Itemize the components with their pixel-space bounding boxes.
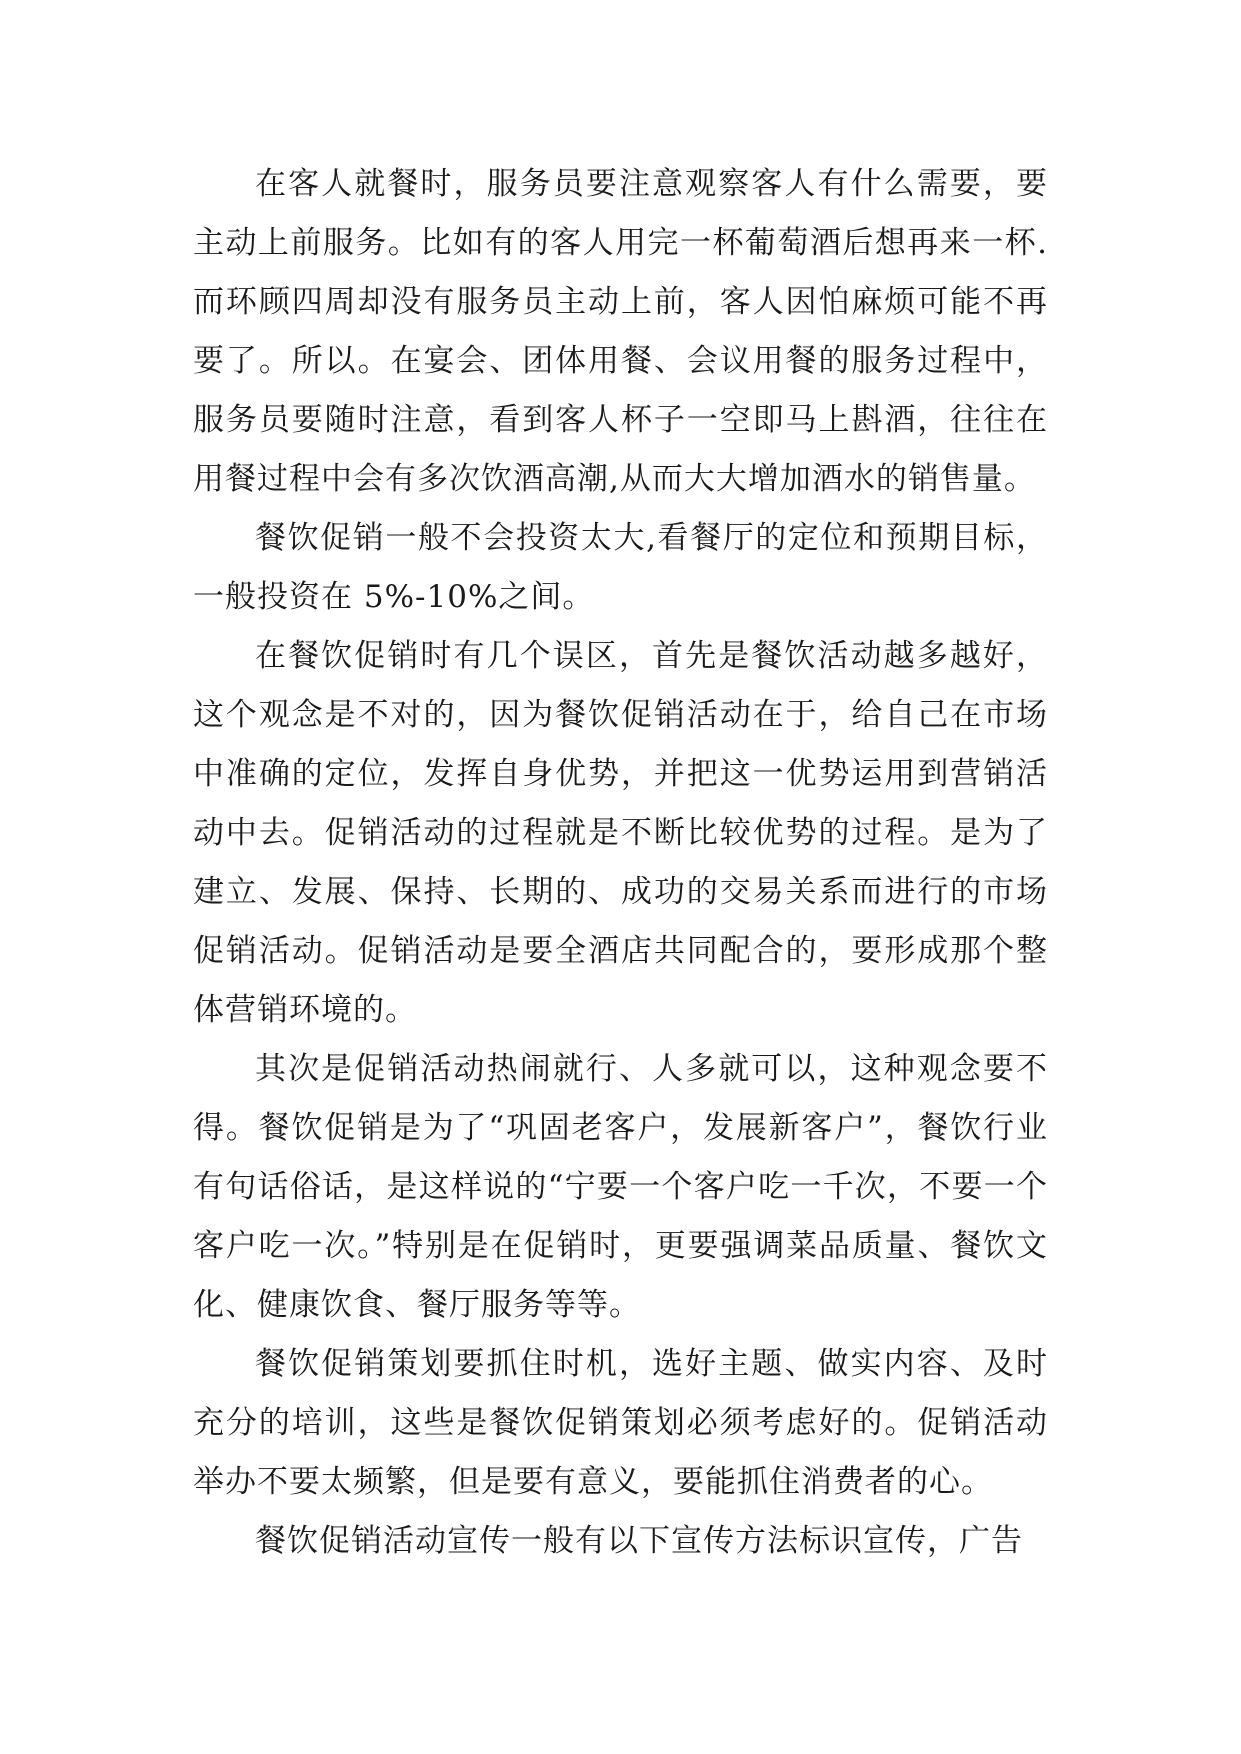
paragraph-promotion-publicity: 餐饮促销活动宣传一般有以下宣传方法标识宣传，广告	[255, 1523, 1023, 1559]
document-body	[193, 155, 1048, 1571]
paragraph-misconception-second: 其次是促销活动热闹就行、人多就可以，这种观念要不得。餐饮促销是为了“巩固老客户，发展新客户”，餐饮行业有句话俗话，是这样说的“宁要一个客户吃一千次，不要一个客户吃一次。”特别是在促销时，更要强调菜品质量、餐饮文化、健康饮食、餐厅服务等等。	[193, 1051, 1048, 1323]
paragraph-service-attention: 在客人就餐时，服务员要注意观察客人有什么需要，要主动上前服务。比如有的客人用完一杯葡萄酒后想再来一杯.而环顾四周却没有服务员主动上前，客人因怕麻烦可能不再要了。所以。在宴会、团体用餐、会议用餐的服务过程中，服务员要随时注意，看到客人杯子一空即马上斟酒，往往在用餐过程中会有多次饮酒高潮,从而大大增加酒水的销售量。	[193, 166, 1048, 497]
paragraph-promotion-planning: 餐饮促销策划要抓住时机，选好主题、做实内容、及时充分的培训，这些是餐饮促销策划必须考虑好的。促销活动举办不要太频繁，但是要有意义，要能抓住消费者的心。	[193, 1346, 1048, 1500]
paragraph-promotion-investment: 餐饮促销一般不会投资太大,看餐厅的定位和预期目标，一般投资在 5%-10%之间。	[193, 520, 1048, 615]
paragraph-misconception-first: 在餐饮促销时有几个误区，首先是餐饮活动越多越好，这个观念是不对的，因为餐饮促销活动在于，给自己在市场中准确的定位，发挥自身优势，并把这一优势运用到营销活动中去。促销活动的过程就是不断比较优势的过程。是为了建立、发展、保持、长期的、成功的交易关系而进行的市场促销活动。促销活动是要全酒店共同配合的，要形成那个整体营销环境的。	[193, 638, 1048, 1028]
